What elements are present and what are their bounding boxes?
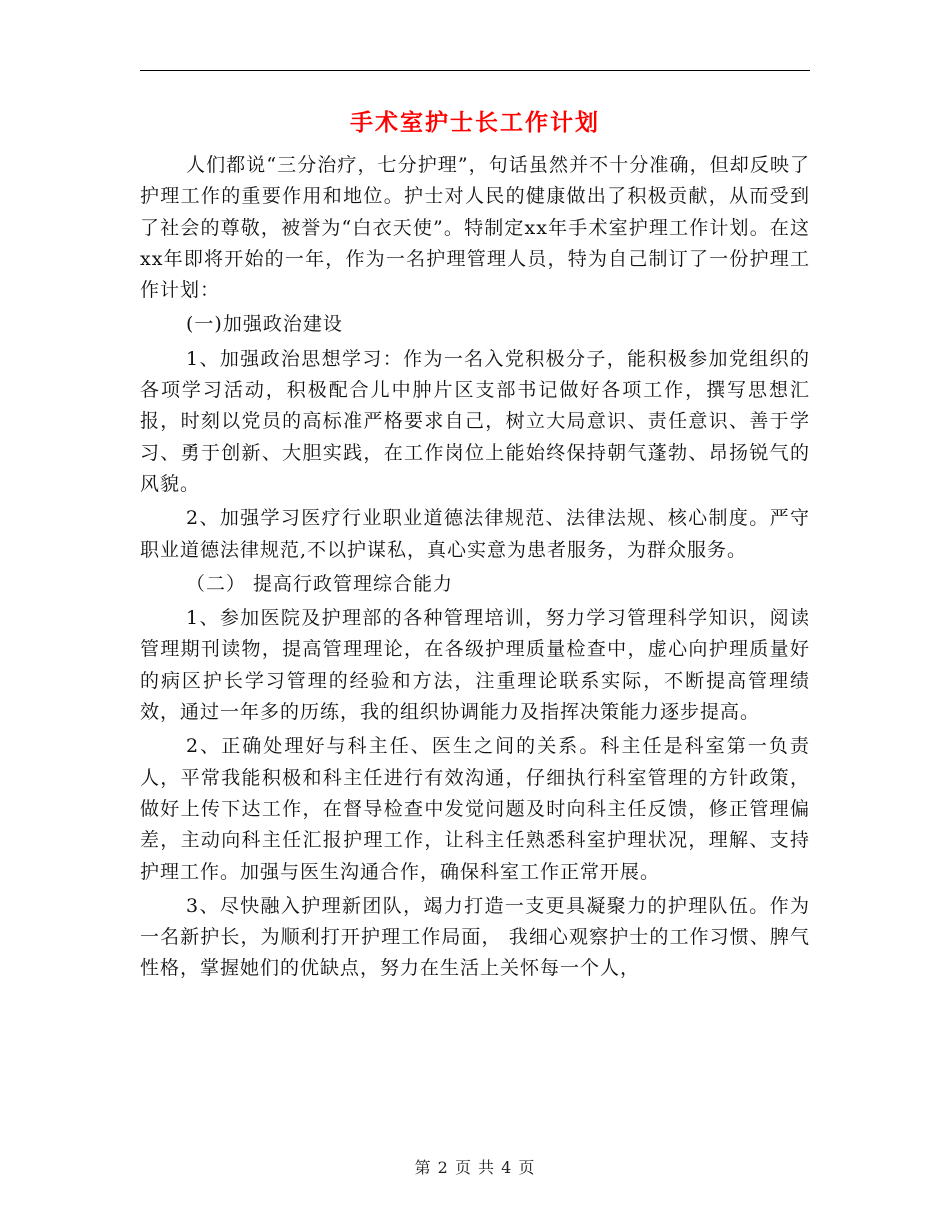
section2-item-3: 3、尽快融入护理新团队，竭力打造一支更具凝聚力的护理队伍。作为一名新护长，为顺利打开护理工作局面， 我细心观察护士的工作习惯、脾气性格，掌握她们的优缺点，努力在生活上关怀每一个人，	[140, 894, 810, 980]
page-number-footer: 第 2 页 共 4 页	[414, 1158, 536, 1177]
section-heading-1: (一)加强政治建设	[186, 313, 343, 336]
section1-item-2: 2、加强学习医疗行业职业道德法律规范、法律法规、核心制度。严守职业道德法律规范,不以护谋私，真心实意为患者服务，为群众服务。	[140, 507, 810, 561]
section2-item-2: 2、正确处理好与科主任、医生之间的关系。科主任是科室第一负责人，平常我能积极和科主任进行有效沟通，仔细执行科室管理的方针政策，做好上传下达工作，在督导检查中发觉问题及时向科主任反馈，修正管理偏差，主动向科主任汇报护理工作，让科主任熟悉科室护理状况，理解、支持护理工作。加强与医生沟通合作，确保科室工作正常开展。	[140, 735, 810, 883]
page-title: 手术室护士长工作计划	[350, 110, 600, 136]
document-body	[140, 150, 810, 988]
section1-item-1: 1、加强政治思想学习：作为一名入党积极分子，能积极参加党组织的各项学习活动，积极配合儿中肿片区支部书记做好各项工作，撰写思想汇报，时刻以党员的高标准严格要求自己，树立大局意识、责任意识、善于学习、勇于创新、大胆实践，在工作岗位上能始终保持朝气蓬勃、昂扬锐气的风貌。	[140, 347, 810, 495]
section-heading-2: （二） 提高行政管理综合能力	[186, 572, 454, 595]
header-rule	[140, 70, 810, 71]
section2-item-1: 1、参加医院及护理部的各种管理培训，努力学习管理科学知识，阅读管理期刊读物，提高管理理论，在各级护理质量检查中，虚心向护理质量好的病区护长学习管理的经验和方法，注重理论联系实际，不断提高管理绩效，通过一年多的历练，我的组织协调能力及指挥决策能力逐步提高。	[140, 607, 810, 724]
intro-paragraph: 人们都说“三分治疗，七分护理”，句话虽然并不十分准确，但却反映了护理工作的重要作用和地位。护士对人民的健康做出了积极贡献，从而受到了社会的尊敬，被誉为“白衣天使”。特制定xx年手术室护理工作计划。在这xx年即将开始的一年，作为一名护理管理人员，特为自己制订了一份护理工作计划：	[140, 154, 810, 302]
